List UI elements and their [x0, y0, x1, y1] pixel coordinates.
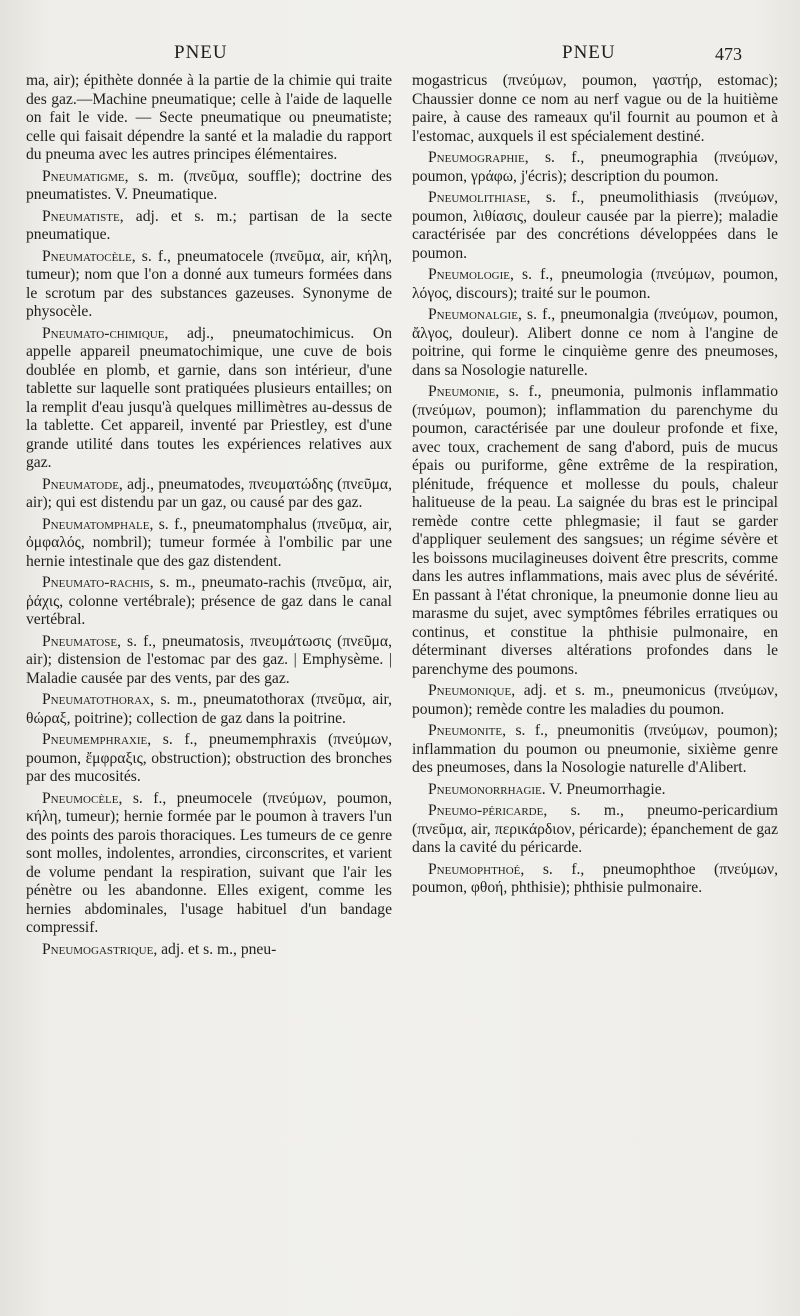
dictionary-entry [412, 189, 778, 263]
entry-headword: Pneumogastrique [42, 940, 154, 958]
entry-headword: Pneumonite [428, 722, 503, 739]
entry-headword: Pneumocèle [42, 789, 119, 807]
dictionary-entry [26, 633, 392, 689]
entry-headword: Pneumo-péricarde [428, 802, 544, 819]
entry-headword: Pneumolithiase [428, 189, 527, 206]
dictionary-entry [26, 574, 392, 630]
dictionary-entry [26, 72, 392, 165]
entry-text: , adj. et s. m.; partisan de la secte pneumatique. [26, 207, 392, 243]
entry-text: . V. Pneumorrhagie. [541, 780, 666, 798]
right-column [412, 72, 778, 962]
entry-text: , adj., pneumatodes, πνευματώδης (πνεῦμα, air); qui est distendu par un gaz, ou causé par des gaz. [26, 475, 392, 511]
dictionary-entry [26, 168, 392, 205]
dictionary-entry [412, 306, 778, 380]
entry-text: , s. f., pneumographia (πνεύμων, poumon, γράφω, j'écris); description du poumon. [412, 149, 778, 185]
running-head-right: PNEU [562, 42, 616, 63]
entry-text: , s. f., pneumatosis, πνευμάτωσις (πνεῦμα, air); distension de l'estomac par des gaz. | Emphysème. | Maladie causée par des vents, par des gaz. [26, 632, 392, 687]
left-column [26, 72, 392, 962]
entry-headword: Pneumatose [42, 632, 118, 650]
running-header [26, 42, 778, 72]
dictionary-entry [412, 722, 778, 778]
entry-headword: Pneumonalgie [428, 306, 518, 323]
dictionary-entry [26, 248, 392, 322]
entry-text: , s. m., pneumato-rachis (πνεῦμα, air, ῥάχις, colonne vertébrale); présence de gaz dans le canal vertébral. [26, 574, 392, 628]
entry-headword: Pneumatocèle [42, 247, 132, 265]
running-head-left: PNEU [174, 42, 228, 63]
entry-text: , s. f., pneumolithiasis (πνεύμων, poumon, λιθίασις, douleur causée par la pierre); maladie caractérisée par des concrétions développées dans le poumon. [412, 189, 778, 262]
dictionary-entry [412, 802, 778, 858]
page-number: 473 [715, 44, 742, 64]
entry-text: , s. f., pneumologia (πνεύμων, poumon, λόγος, discours); traité sur le poumon. [412, 266, 778, 302]
entry-headword: Pneumonorrhagie [428, 780, 542, 798]
entry-text: , s. f., pneumonia, pulmonis inflammatio (πνεύμων, poumon); inflammation du parenchyme du poumon, caractérisée par une douleur profonde et fixe, avec toux, crachement de sang d'abord, puis de mucus épais ou puriforme, gêne extrême de la respiration, plénitude, fréquence et mollesse du pouls, chaleur halitueuse de la peau. La saignée du bras est le principal remède contre cette phlegmasie; il faut se garder d'appliquer seulement des sangsues; un régime sévère et les boissons mucilagineuses doivent être prescrits, comme dans les autres inflammations, mais avec plus de sévérité. En passant à l'état chronique, la pneumonie donne lieu au marasme du sujet, avec symptômes fébriles erratiques ou continus, et constitue la phthisie pulmonaire, en déterminant diverses altérations profondes dans le parenchyme des poumons. [412, 383, 778, 678]
dictionary-entry [26, 325, 392, 473]
entry-text: , s. f., pneumatocele (πνεῦμα, air, κήλη, tumeur); nom que l'on a donné aux tumeurs formées dans le scrotum par des substances gazeuses. Synonyme de physocèle. [26, 247, 392, 320]
entry-text: , s. f., pneumophthoe (πνεύμων, poumon, φθοή, phthisie); phthisie pulmonaire. [412, 860, 778, 896]
entry-headword: Pneumato-rachis [42, 574, 150, 591]
dictionary-entry [26, 691, 392, 728]
entry-headword: Pneumonique [428, 682, 512, 699]
entry-text: , s. f., pneumonitis (πνεύμων, poumon); inflammation du poumon ou pneumonie, sixième genre des pneumoses, dans la Nosologie naturelle d'Alibert. [412, 722, 778, 776]
dictionary-entry [412, 682, 778, 719]
entry-headword: Pneumologie [428, 266, 510, 283]
entry-text: , s. m., pneumo-pericardium (πνεῦμα, air, περικάρδιον, péricarde); épanchement de gaz dans la cavité du péricarde. [412, 802, 778, 856]
dictionary-entry [412, 266, 778, 303]
dictionary-entry [412, 72, 778, 146]
entry-text: , s. f., pneumocele (πνεύμων, poumon, κήλη, tumeur); hernie formée par le poumon à travers l'un des points des parois thoraciques. Les tumeurs de ce genre sont molles, indolentes, arrondies, circonscrites, et varient de volume pendant la respiration, suivant que l'air les pénètre ou les abandonne. Elles exigent, comme les hernies abdominales, l'usage habituel d'un bandage compressif. [26, 789, 392, 936]
entry-text: , s. f., pneumonalgia (πνεύμων, poumon, ἄλγος, douleur). Alibert donne ce nom à l'angine de poitrine, qui forme le cinquième genre des pneumoses, dans sa Nosologie naturelle. [412, 306, 778, 379]
entry-text: , s. f., pneumatomphalus (πνεῦμα, air, ὀμφαλός, nombril); tumeur formée à l'ombilic par une hernie intestinale que des gaz distendent. [26, 515, 392, 570]
dictionary-entry [26, 731, 392, 787]
entry-text: , s. m., pneumatothorax (πνεῦμα, air, θώραξ, poitrine); collection de gaz dans la poitrine. [26, 691, 392, 727]
entry-headword: Pneumatigme [42, 167, 125, 185]
entry-headword: Pneumatode [42, 475, 119, 493]
dictionary-entry [412, 383, 778, 679]
dictionary-entry [26, 208, 392, 245]
dictionary-entry [26, 941, 392, 960]
entry-headword: Pneumatiste [42, 207, 120, 225]
entry-headword: Pneumato-chimique [42, 324, 165, 342]
dictionary-entry [412, 149, 778, 186]
text-columns [26, 72, 778, 962]
dictionary-entry [26, 790, 392, 938]
entry-headword: Pneumographie [428, 149, 525, 166]
entry-text: , adj., pneumatochimicus. On appelle appareil pneumatochimique, une cuve de bois doublée en plomb, et garnie, dans son intérieur, d'une tablette sur laquelle sont pratiquées plusieurs entailles; on la remplit d'eau jusqu'à quelques millimètres au-dessus de la tablette. Cet appareil, inventé par Priestley, est d'une grande utilité dans toutes les expériences relatives aux gaz. [26, 324, 392, 471]
dictionary-entry [26, 476, 392, 513]
entry-headword: Pneumatothorax [42, 691, 151, 708]
entry-headword: Pneumatomphale [42, 515, 150, 533]
dictionary-entry [412, 781, 778, 800]
dictionary-entry [412, 861, 778, 898]
dictionary-entry [26, 516, 392, 572]
entry-headword: Pneumophthoé [428, 860, 521, 878]
entry-text: ma, air); épithète donnée à la partie de la chimie qui traite des gaz.—Machine pneumatique; celle à l'aide de laquelle on fait le vide. — Secte pneumatique ou pneumatiste; celle qui faisait dépendre la santé et la maladie du rapport du pneuma avec les autres principes élémentaires. [26, 72, 392, 163]
entry-text: , adj. et s. m., pneu- [153, 940, 277, 958]
entry-text: , s. m. (πνεῦμα, souffle); doctrine des pneumatistes. V. Pneumatique. [26, 167, 392, 203]
entry-headword: Pneumonie [428, 383, 496, 400]
entry-text: mogastricus (πνεύμων, poumon, γαστήρ, estomac); Chaussier donne ce nom au nerf vague ou de la huitième paire, à cause des rameaux qu'il fournit au poumon et à l'estomac, auxquels il est spécialement destiné. [412, 72, 778, 145]
entry-headword: Pneumemphraxie [42, 731, 148, 748]
entry-text: , adj. et s. m., pneumonicus (πνεύμων, poumon); remède contre les maladies du poumon. [412, 682, 778, 718]
entry-text: , s. f., pneumemphraxis (πνεύμων, poumon, ἔμφραξις, obstruction); obstruction des bronches par des mucosités. [26, 731, 392, 785]
